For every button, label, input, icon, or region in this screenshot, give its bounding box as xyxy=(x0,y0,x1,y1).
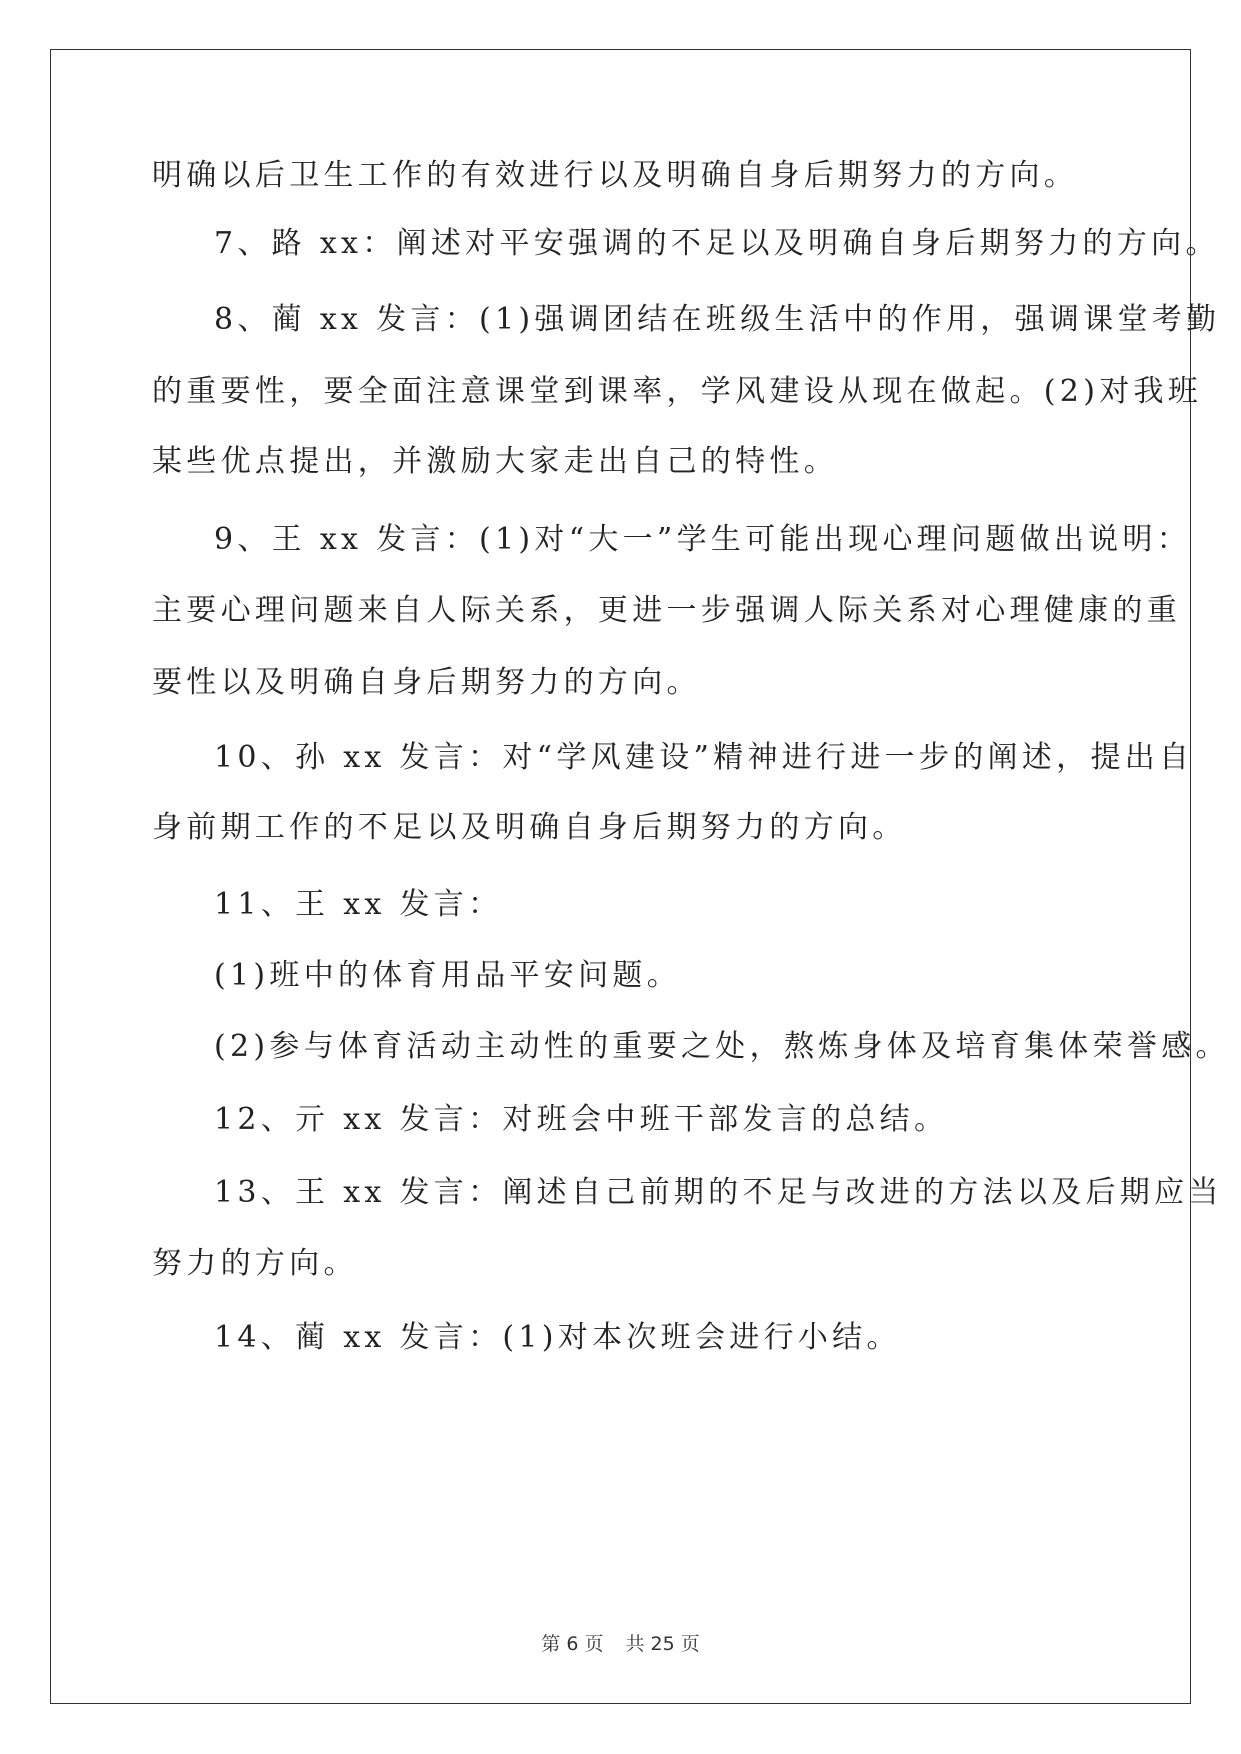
body-line-12: (1)班中的体育用品平安问题。 xyxy=(214,958,681,993)
body-line-10: 身前期工作的不足以及明确自身后期努力的方向。 xyxy=(152,810,907,845)
page-footer xyxy=(0,1629,1241,1656)
body-line-5: 某些优点提出，并激励大家走出自己的特性。 xyxy=(152,444,838,479)
body-line-8: 要性以及明确自身后期努力的方向。 xyxy=(152,665,701,700)
body-line-15: 13、王 xx 发言：阐述自己前期的不足与改进的方法以及后期应当 xyxy=(214,1175,1223,1210)
body-line-16: 努力的方向。 xyxy=(152,1246,358,1281)
page-number: 第 6 页 xyxy=(541,1633,604,1655)
body-line-4: 的重要性，要全面注意课堂到课率，学风建设从现在做起。(2)对我班 xyxy=(152,374,1203,409)
page-border xyxy=(50,49,1194,1704)
body-line-9: 10、孙 xx 发言：对“学风建设”精神进行进一步的阐述，提出自 xyxy=(214,740,1194,775)
body-line-6: 9、王 xx 发言：(1)对“大一”学生可能出现心理问题做出说明： xyxy=(214,522,1192,557)
body-line-13: (2)参与体育活动主动性的重要之处，熬炼身体及培育集体荣誉感。 xyxy=(214,1029,1230,1064)
body-line-14: 12、亓 xx 发言：对班会中班干部发言的总结。 xyxy=(214,1102,949,1137)
body-line-1: 明确以后卫生工作的有效进行以及明确自身后期努力的方向。 xyxy=(152,158,1079,193)
body-line-11: 11、王 xx 发言： xyxy=(214,887,503,922)
body-line-3: 8、蔺 xx 发言：(1)强调团结在班级生活中的作用，强调课堂考勤 xyxy=(214,302,1221,337)
body-line-17: 14、蔺 xx 发言：(1)对本次班会进行小结。 xyxy=(214,1320,901,1355)
body-line-2: 7、路 xx：阐述对平安强调的不足以及明确自身后期努力的方向。 xyxy=(214,226,1220,261)
body-line-7: 主要心理问题来自人际关系，更进一步强调人际关系对心理健康的重 xyxy=(152,593,1181,628)
total-pages: 共 25 页 xyxy=(625,1633,700,1655)
